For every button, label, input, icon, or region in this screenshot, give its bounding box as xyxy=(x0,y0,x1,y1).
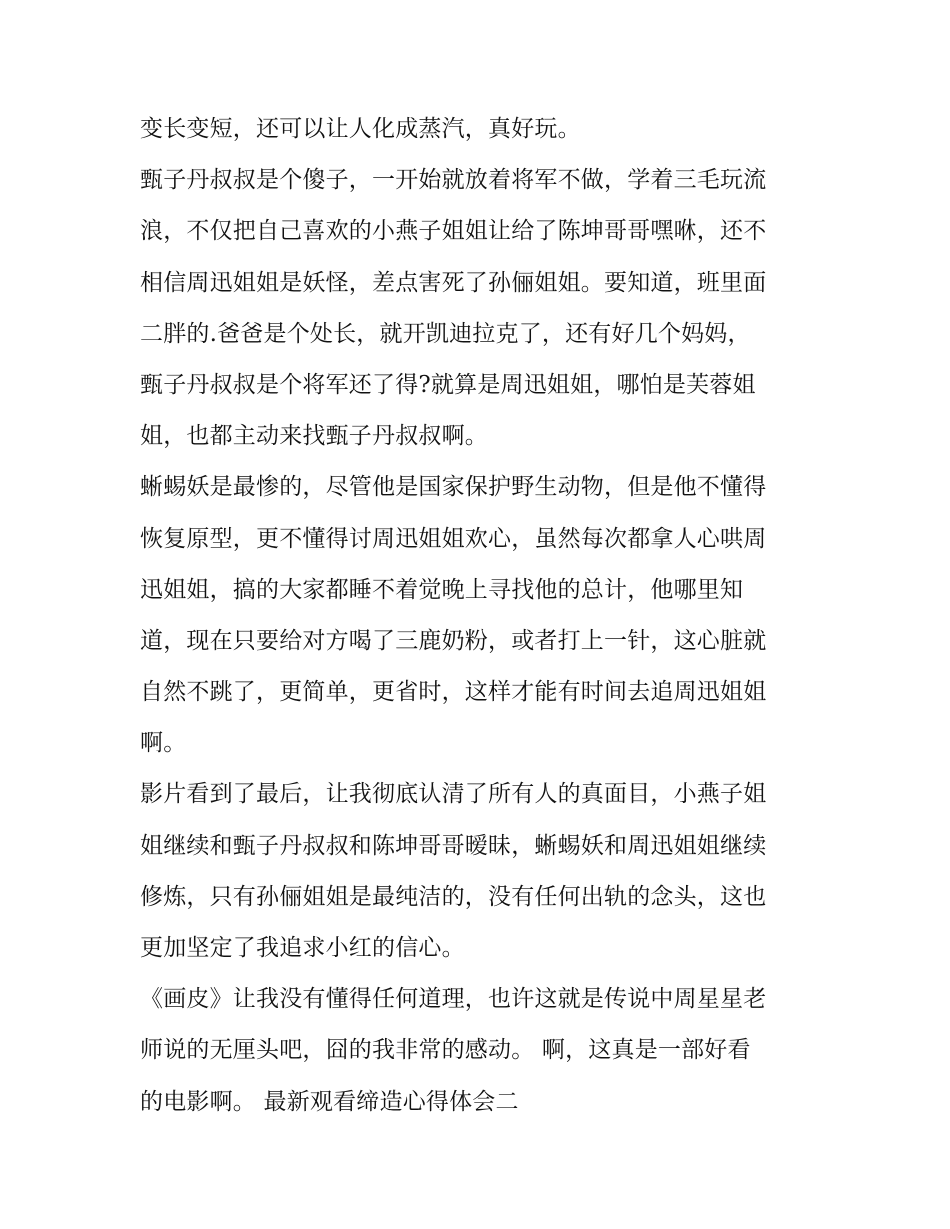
text-line: 恢复原型，更不懂得讨周迅姐姐欢心，虽然每次都拿人心哄周 xyxy=(140,525,767,552)
document-body-text xyxy=(140,108,830,1132)
text-line: 影片看到了最后，让我彻底认清了所有人的真面目，小燕子姐 xyxy=(140,781,767,808)
text-line: 的电影啊。 最新观看缔造心得体会二 xyxy=(140,1088,519,1115)
text-line: 迅姐姐，搞的大家都睡不着觉晚上寻找他的总计，他哪里知 xyxy=(140,576,744,603)
text-line: 《画皮》让我没有懂得任何道理，也许这就是传说中周星星老 xyxy=(140,986,767,1013)
text-line: 浪，不仅把自己喜欢的小燕子姐姐让给了陈坤哥哥嘿咻，还不 xyxy=(140,218,767,245)
text-line: 姐，也都主动来找甄子丹叔叔啊。 xyxy=(140,423,488,450)
text-line: 变长变短，还可以让人化成蒸汽，真好玩。 xyxy=(140,116,581,142)
text-line: 自然不跳了，更简单，更省时，这样才能有时间去追周迅姐姐 xyxy=(140,679,767,706)
text-line: 蜥蜴妖是最惨的，尽管他是国家保护野生动物，但是他不懂得 xyxy=(140,474,767,501)
text-line: 修炼，只有孙俪姐姐是最纯洁的，没有任何出轨的念头，这也 xyxy=(140,883,767,910)
text-line: 甄子丹叔叔是个将军还了得?就算是周迅姐姐，哪怕是芙蓉姐 xyxy=(140,371,756,398)
text-line: 姐继续和甄子丹叔叔和陈坤哥哥暧昧，蜥蜴妖和周迅姐姐继续 xyxy=(140,832,767,859)
text-line: 啊。 xyxy=(140,730,187,757)
text-line: 更加坚定了我追求小红的信心。 xyxy=(140,935,465,961)
text-line: 师说的无厘头吧，囧的我非常的感动。 啊，这真是一部好看 xyxy=(140,1037,751,1064)
text-line: 甄子丹叔叔是个傻子，一开始就放着将军不做，学着三毛玩流 xyxy=(140,167,767,194)
text-line: 二胖的.爸爸是个处长，就开凯迪拉克了，还有好几个妈妈， xyxy=(140,320,751,347)
text-line: 道，现在只要给对方喝了三鹿奶粉，或者打上一针，这心脏就 xyxy=(140,627,767,654)
text-line: 相信周迅姐姐是妖怪，差点害死了孙俪姐姐。要知道，班里面 xyxy=(140,269,767,296)
